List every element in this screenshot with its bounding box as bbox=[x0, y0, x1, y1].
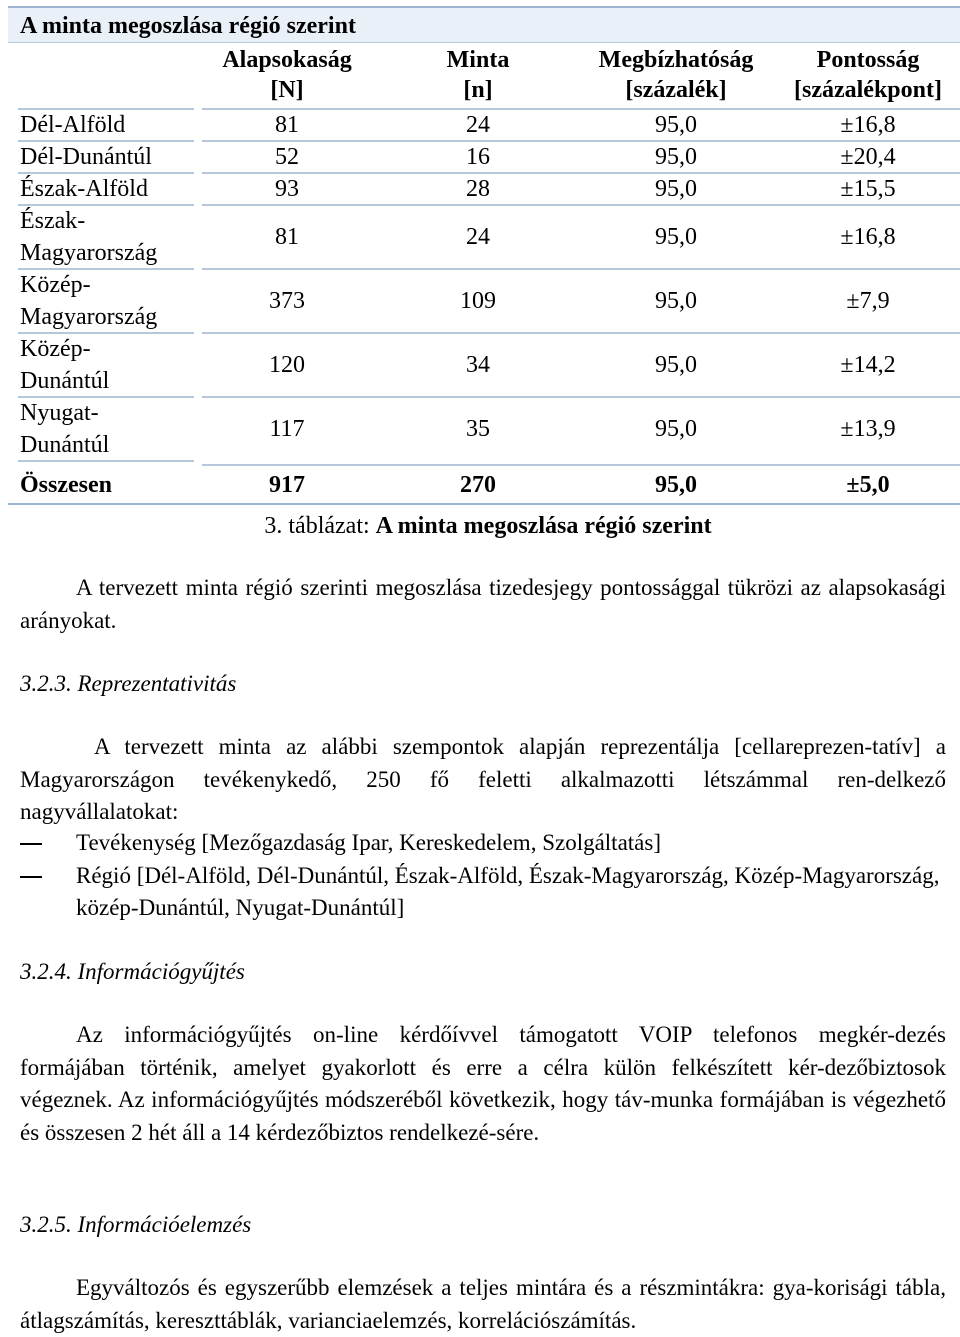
header-precision: Pontosság [százalékpont] bbox=[794, 47, 942, 103]
cell-precision: ±15,5 bbox=[840, 176, 896, 202]
table-row bbox=[8, 141, 960, 173]
list-item: Tevékenység [Mezőgazdaság Ipar, Kereskedelem, Szolgáltatás] bbox=[20, 827, 946, 860]
cell-confidence: 95,0 bbox=[655, 224, 697, 250]
cell-precision: ±13,9 bbox=[840, 416, 896, 442]
total-population: 917 bbox=[269, 472, 305, 498]
paragraph-3: Az információgyűjtés on-line kérdőívvel támogatott VOIP telefonos megkér-dezés formájában történik, amelyet gyakorlott és erre a célra külön felkészített kér-dezőbiztosok végeznek. Az információgyűjtés módszeréből következik, hogy táv-munka formájában is végezhető és összesen 2 hét áll a 14 kérdezőbiztos rendelkezé-sére. bbox=[20, 1022, 946, 1145]
cell-sample: 28 bbox=[466, 176, 490, 202]
total-precision: ±5,0 bbox=[846, 472, 890, 498]
cell-sample: 109 bbox=[460, 288, 496, 314]
table-row bbox=[8, 397, 960, 461]
cell-population: 117 bbox=[269, 416, 305, 442]
heading-3-2-3: 3.2.3. Reprezentativitás bbox=[20, 671, 237, 696]
cell-confidence: 95,0 bbox=[655, 416, 697, 442]
cell-sample: 24 bbox=[466, 224, 490, 250]
table-row bbox=[8, 205, 960, 269]
cell-confidence: 95,0 bbox=[655, 176, 697, 202]
cell-confidence: 95,0 bbox=[655, 144, 697, 170]
row-label: Közép- Dunántúl bbox=[20, 336, 110, 394]
cell-population: 373 bbox=[269, 288, 305, 314]
table-row bbox=[8, 109, 960, 141]
table-title: A minta megoszlása régió szerint bbox=[8, 6, 960, 43]
header-population: Alapsokaság [N] bbox=[222, 47, 352, 103]
table-total-row bbox=[8, 467, 960, 505]
paragraph-4: Egyváltozós és egyszerűbb elemzések a teljes mintára és a részmintákra: gya-korisági tábla, átlagszámítás, kereszttáblák, varianciaelemzés, korrelációszámítás. bbox=[20, 1275, 946, 1333]
total-confidence: 95,0 bbox=[655, 472, 697, 498]
header-confidence: Megbízhatóság [százalék] bbox=[598, 47, 754, 103]
cell-population: 81 bbox=[275, 112, 299, 138]
table-row bbox=[8, 269, 960, 333]
cell-population: 81 bbox=[275, 224, 299, 250]
heading-3-2-5: 3.2.5. Információelemzés bbox=[20, 1212, 252, 1237]
heading-3-2-4: 3.2.4. Információgyűjtés bbox=[20, 959, 245, 984]
cell-sample: 24 bbox=[466, 112, 490, 138]
table-row bbox=[8, 333, 960, 397]
table-caption: 3. táblázat: A minta megoszlása régió szerint bbox=[264, 513, 712, 539]
row-label: Nyugat- Dunántúl bbox=[20, 400, 110, 458]
cell-population: 52 bbox=[275, 144, 299, 170]
table-header bbox=[8, 43, 960, 109]
total-sample: 270 bbox=[460, 472, 496, 498]
region-table bbox=[8, 6, 960, 505]
cell-precision: ±16,8 bbox=[840, 112, 896, 138]
header-sample: Minta [n] bbox=[446, 47, 510, 103]
cell-sample: 34 bbox=[466, 352, 490, 378]
cell-confidence: 95,0 bbox=[655, 112, 697, 138]
cell-precision: ±14,2 bbox=[840, 352, 896, 378]
cell-precision: ±20,4 bbox=[840, 144, 896, 170]
bullet-list bbox=[20, 827, 946, 925]
table-row bbox=[8, 173, 960, 205]
row-label: Dél-Dunántúl bbox=[20, 144, 152, 170]
row-label: Észak- Magyarország bbox=[20, 208, 158, 266]
row-label: Közép- Magyarország bbox=[20, 272, 158, 330]
list-item: Régió [Dél-Alföld, Dél-Dunántúl, Észak-Alföld, Észak-Magyarország, Közép-Magyarország, közép-Dunántúl, Nyugat-Dunántúl] bbox=[20, 860, 946, 925]
paragraph-2: A tervezett minta az alábbi szempontok alapján reprezentálja [cellareprezen-tatív] a Magyarországon tevékenykedő, 250 fő feletti alkalmazotti létszámmal ren-delkező nagyvállalatokat: bbox=[20, 734, 946, 824]
cell-precision: ±7,9 bbox=[846, 288, 890, 314]
cell-precision: ±16,8 bbox=[840, 224, 896, 250]
row-label: Észak-Alföld bbox=[20, 176, 148, 202]
cell-sample: 16 bbox=[466, 144, 490, 170]
total-label: Összesen bbox=[20, 472, 112, 498]
cell-confidence: 95,0 bbox=[655, 352, 697, 378]
row-label: Dél-Alföld bbox=[20, 112, 126, 138]
cell-population: 120 bbox=[269, 352, 305, 378]
cell-sample: 35 bbox=[466, 416, 490, 442]
cell-confidence: 95,0 bbox=[655, 288, 697, 314]
paragraph-1: A tervezett minta régió szerinti megoszlása tizedesjegy pontossággal tükrözi az alapsokasági arányokat. bbox=[20, 575, 946, 633]
cell-population: 93 bbox=[275, 176, 299, 202]
